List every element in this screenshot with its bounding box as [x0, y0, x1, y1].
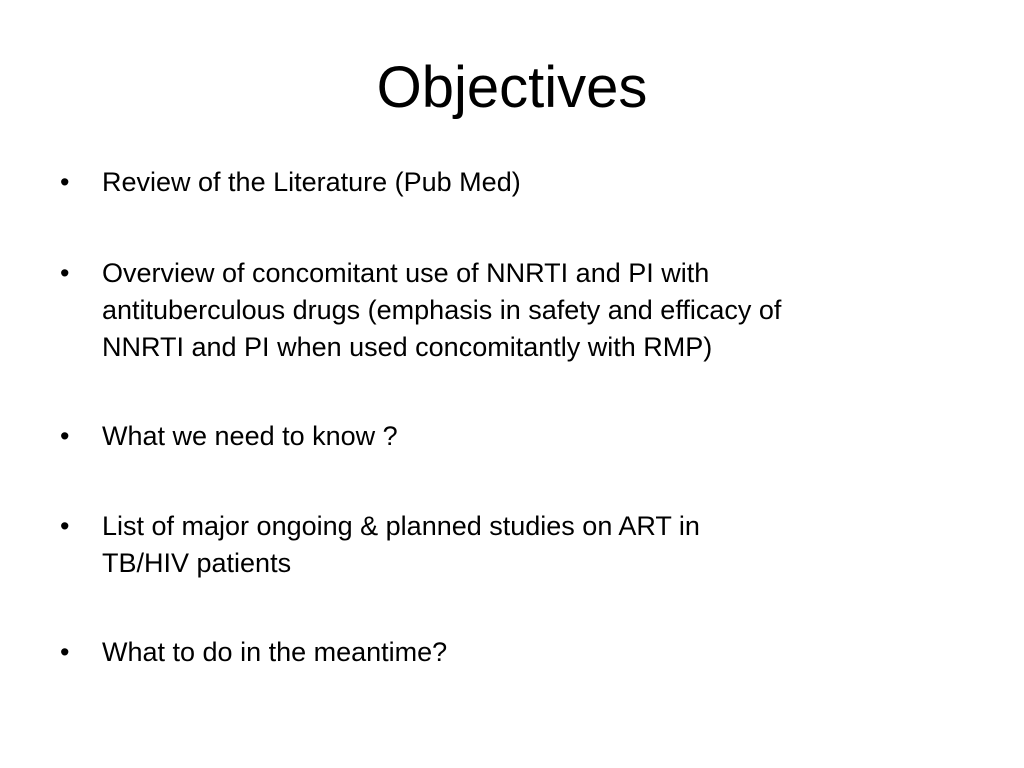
- bullet-dot-icon: •: [60, 421, 70, 451]
- bullet-text: Review of the Literature (Pub Med): [102, 167, 521, 197]
- bullet-dot-icon: •: [60, 511, 70, 541]
- bullet-text: What to do in the meantime?: [102, 637, 448, 667]
- bullet-text: What we need to know ?: [102, 421, 398, 451]
- bullet-text: Overview of concomitant use of NNRTI and PI with antituberculous drugs (emphasis in safety and efficacy of NNRTI and PI when used concomitantly with RMP): [102, 258, 782, 362]
- bullet-dot-icon: •: [60, 258, 70, 288]
- bullet-dot-icon: •: [60, 637, 70, 667]
- bullet-dot-icon: •: [60, 167, 70, 197]
- slide-title: Objectives: [376, 55, 648, 120]
- bullet-text: List of major ongoing & planned studies on ART in TB/HIV patients: [102, 511, 700, 578]
